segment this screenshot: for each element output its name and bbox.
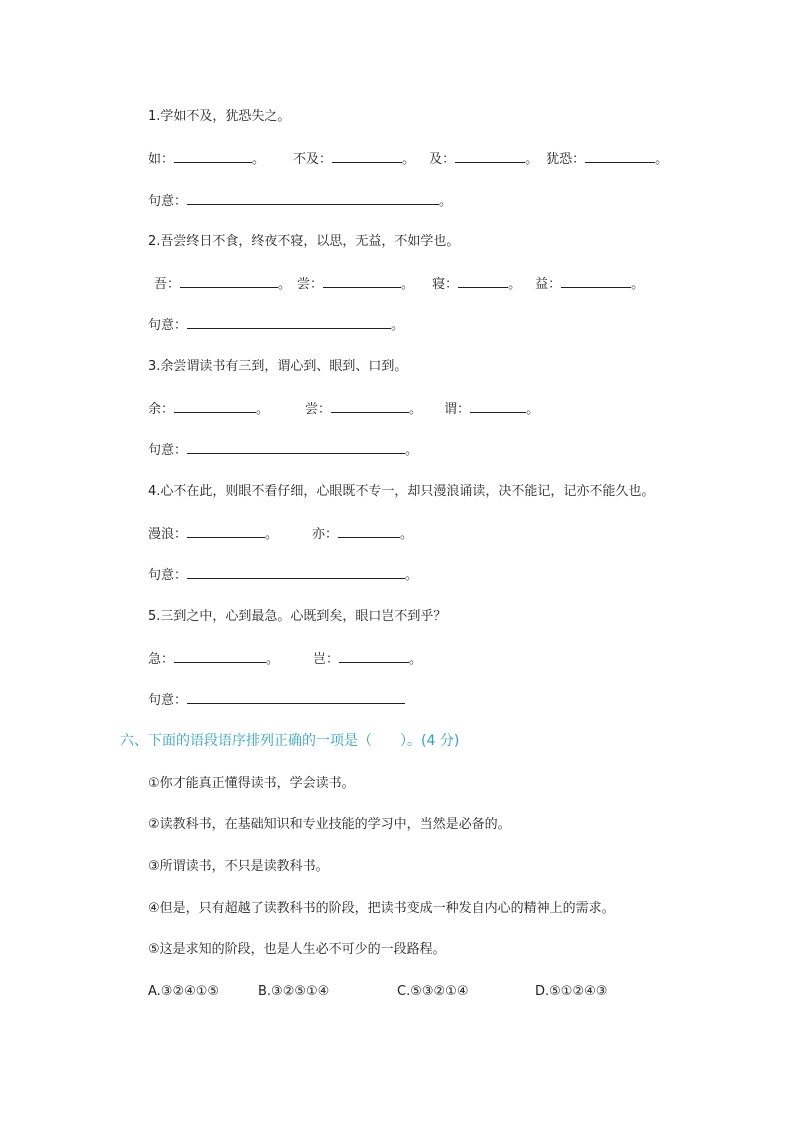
- q3-meaning-blank[interactable]: [187, 441, 405, 454]
- period: 。: [409, 652, 423, 667]
- q1-word-label: 如：: [148, 152, 175, 167]
- q2-word-label: 益：: [535, 277, 562, 292]
- q4-words: [148, 525, 413, 544]
- q3-word-label: 尝：: [305, 402, 332, 417]
- option-d[interactable]: D.⑤①②④③: [535, 984, 608, 999]
- meaning-label: 句意：: [148, 194, 188, 209]
- q4-blank-2[interactable]: [338, 525, 400, 538]
- q5-word-label: 急：: [148, 652, 175, 667]
- period: 。: [266, 652, 280, 667]
- option-b[interactable]: B.③②⑤①④: [258, 984, 330, 999]
- period: 。: [401, 277, 415, 292]
- period: 。: [256, 402, 270, 417]
- q1-blank-1[interactable]: [174, 150, 252, 163]
- period: 。: [655, 152, 669, 167]
- q2-blank-3[interactable]: [458, 275, 508, 288]
- q2-blank-1[interactable]: [180, 275, 278, 288]
- q5-blank-2[interactable]: [339, 650, 409, 663]
- period: 。: [631, 277, 645, 292]
- q4-meaning-blank[interactable]: [187, 566, 405, 579]
- q2-word-label: 吾：: [154, 277, 181, 292]
- period: 。: [508, 277, 522, 292]
- q1-word-label: 不及：: [293, 152, 333, 167]
- meaning-label: 句意：: [148, 693, 188, 708]
- q2-meaning-blank[interactable]: [187, 316, 391, 329]
- q3-meaning: [148, 441, 418, 460]
- q1-meaning: [148, 192, 452, 211]
- q3-blank-3[interactable]: [470, 400, 526, 413]
- option-c[interactable]: C.⑤③②①④: [397, 984, 469, 999]
- q3-word-label: 谓：: [444, 402, 471, 417]
- period: 。: [525, 152, 539, 167]
- period: 。: [405, 443, 419, 458]
- period: 。: [405, 568, 419, 583]
- q5-word-label: 岂：: [313, 652, 340, 667]
- q1-blank-3[interactable]: [455, 150, 525, 163]
- period: 。: [278, 277, 292, 292]
- option-a[interactable]: A.③②④①⑤: [148, 984, 220, 999]
- meaning-label: 句意：: [148, 443, 188, 458]
- q1-word-label: 犹恐：: [546, 152, 586, 167]
- period: 。: [402, 152, 416, 167]
- q2-meaning: [148, 316, 404, 335]
- period: 。: [391, 318, 405, 333]
- period: 。: [265, 527, 279, 542]
- q3-words: [148, 400, 539, 419]
- sentence-item: ④但是，只有超越了读教科书的阶段，把读书变成一种发自内心的精神上的需求。: [148, 901, 615, 916]
- q5-words: [148, 650, 422, 669]
- period: 。: [400, 527, 414, 542]
- q4-word-label: 漫浪：: [148, 527, 188, 542]
- meaning-label: 句意：: [148, 568, 188, 583]
- q2-blank-4[interactable]: [561, 275, 631, 288]
- q3-word-label: 余：: [148, 402, 175, 417]
- q4-blank-1[interactable]: [187, 525, 265, 538]
- q5-sentence: 5.三到之中，心到最急。心既到矣，眼口岂不到乎？: [148, 609, 447, 624]
- sentence-item: ②读教科书，在基础知识和专业技能的学习中，当然是必备的。: [148, 817, 511, 832]
- q3-blank-1[interactable]: [174, 400, 256, 413]
- sentence-item: ①你才能真正懂得读书，学会读书。: [148, 776, 355, 791]
- period: 。: [409, 402, 423, 417]
- q2-blank-2[interactable]: [323, 275, 401, 288]
- q3-blank-2[interactable]: [331, 400, 409, 413]
- period: 。: [439, 194, 453, 209]
- q4-sentence: 4.心不在此，则眼不看仔细，心眼既不专一，却只漫浪诵读，决不能记，记亦不能久也。: [148, 484, 655, 499]
- q3-sentence: 3.余尝谓读书有三到，谓心到、眼到、口到。: [148, 359, 408, 374]
- section-6-title: 六、下面的语段语序排列正确的一项是（ ）。(4 分): [120, 733, 460, 749]
- q4-meaning: [148, 566, 418, 585]
- q1-meaning-blank[interactable]: [187, 192, 439, 205]
- q1-sentence: 1.学如不及，犹恐失之。: [148, 109, 291, 124]
- q5-meaning-blank[interactable]: [187, 691, 405, 704]
- q4-word-label: 亦：: [312, 527, 339, 542]
- q1-blank-4[interactable]: [585, 150, 655, 163]
- sentence-item: ⑤这是求知的阶段，也是人生必不可少的一段路程。: [148, 942, 446, 957]
- sentence-item: ③所谓读书，不只是读教科书。: [148, 859, 329, 874]
- q2-word-label: 尝：: [297, 277, 324, 292]
- q5-meaning: [148, 691, 405, 710]
- q1-blank-2[interactable]: [332, 150, 402, 163]
- q1-word-label: 及：: [429, 152, 456, 167]
- q2-words: [154, 275, 644, 294]
- q5-blank-1[interactable]: [174, 650, 266, 663]
- q2-word-label: 寝：: [432, 277, 459, 292]
- meaning-label: 句意：: [148, 318, 188, 333]
- q2-sentence: 2.吾尝终日不食，终夜不寝，以思，无益，不如学也。: [148, 234, 460, 249]
- period: 。: [252, 152, 266, 167]
- period: 。: [526, 402, 540, 417]
- q1-words: [148, 150, 668, 169]
